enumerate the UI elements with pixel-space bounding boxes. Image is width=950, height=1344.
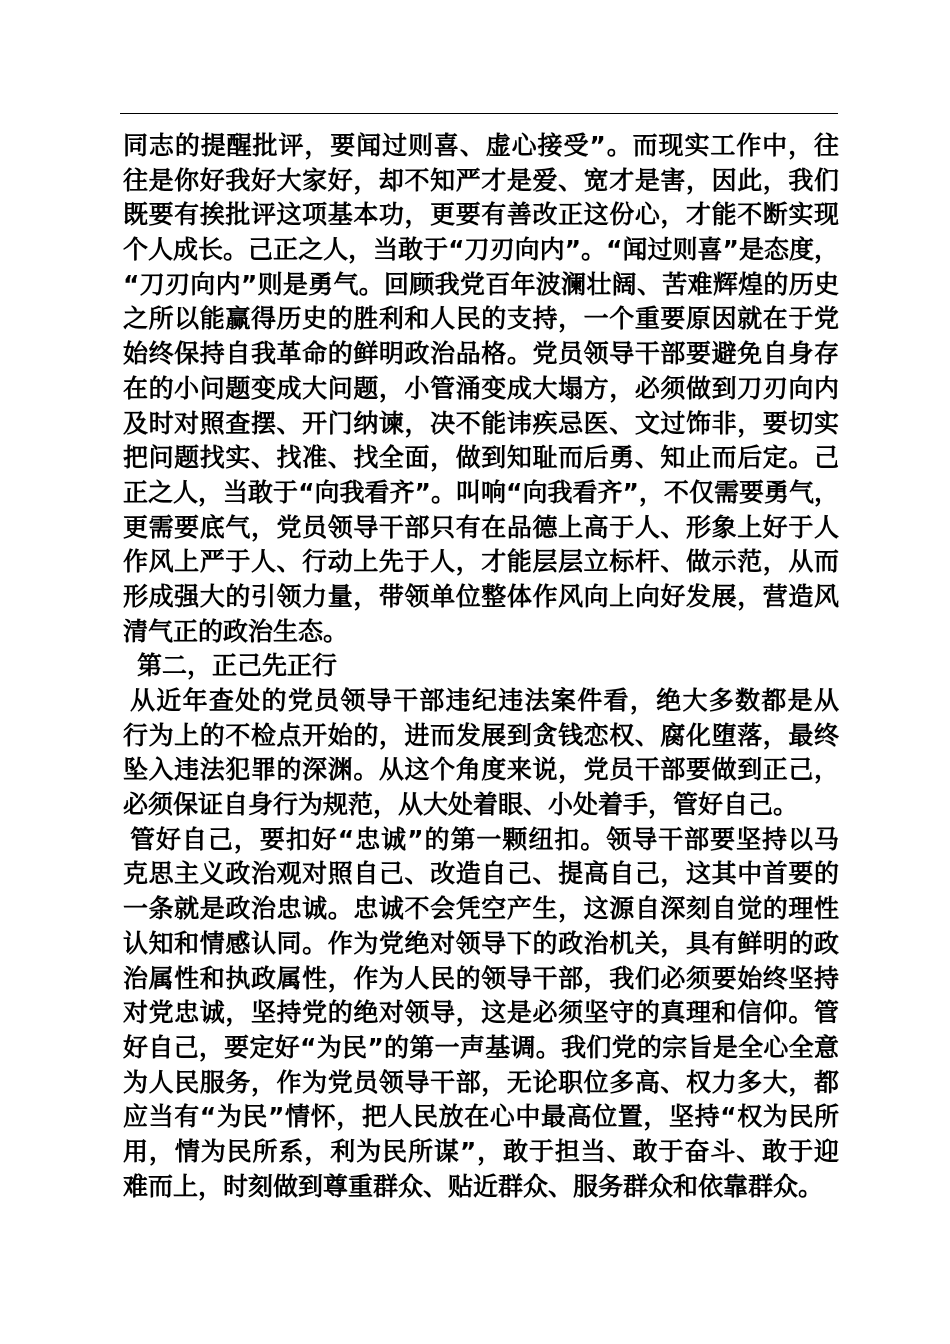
text-line: 行为上的不检点开始的，进而发展到贪钱恋权、腐化堕落，最终 [123, 720, 839, 750]
text-line: 为人民服务，作为党员领导干部，无论职位多高、权力多大，都 [123, 1067, 839, 1097]
header-rule [120, 113, 838, 114]
section-heading: 第二，正己先正行 [137, 651, 338, 681]
text-line: 认知和情感认同。作为党绝对领导下的政治机关，具有鲜明的政 [123, 928, 839, 958]
text-line: 之所以能赢得历史的胜利和人民的支持，一个重要原因就在于党 [123, 304, 839, 334]
text-line: 好自己，要定好“为民”的第一声基调。我们党的宗旨是全心全意 [123, 1032, 839, 1062]
text-line: “刀刃向内”则是勇气。回顾我党百年波澜壮阔、苦难辉煌的历史 [123, 269, 839, 299]
text-line: 作风上严于人、行动上先于人，才能层层立标杆、做示范，从而 [123, 547, 839, 577]
text-line: 一条就是政治忠诚。忠诚不会凭空产生，这源自深刻自觉的理性 [123, 894, 839, 924]
text-line: 把问题找实、找准、找全面，做到知耻而后勇、知止而后定。己 [123, 443, 839, 473]
text-line: 形成强大的引领力量，带领单位整体作风向上向好发展，营造风 [123, 581, 839, 611]
text-line: 难而上，时刻做到尊重群众、贴近群众、服务群众和依靠群众。 [123, 1171, 824, 1201]
text-line: 更需要底气，党员领导干部只有在品德上高于人、形象上好于人 [123, 512, 839, 542]
text-line: 清气正的政治生态。 [123, 616, 349, 646]
body-text [123, 129, 839, 1204]
text-line: 治属性和执政属性，作为人民的领导干部，我们必须要始终坚持 [123, 963, 839, 993]
text-line: 管好自己，要扣好“忠诚”的第一颗纽扣。领导干部要坚持以马 [130, 824, 839, 854]
text-line: 坠入违法犯罪的深渊。从这个角度来说，党员干部要做到正己， [123, 755, 839, 785]
text-line: 用，情为民所系，利为民所谋”，敢于担当、敢于奋斗、敢于迎 [123, 1136, 839, 1166]
text-line: 正之人，当敢于“向我看齐”。叫响“向我看齐”，不仅需要勇气， [123, 477, 839, 507]
text-line: 同志的提醒批评，要闻过则喜、虚心接受”。而现实工作中，往 [123, 131, 839, 160]
text-line: 个人成长。己正之人，当敢于“刀刃向内”。“闻过则喜”是态度， [123, 235, 839, 265]
text-line: 应当有“为民”情怀，把人民放在心中最高位置，坚持“权为民所 [123, 1102, 839, 1132]
text-line: 对党忠诚，坚持党的绝对领导，这是必须坚守的真理和信仰。管 [123, 998, 839, 1028]
text-line: 必须保证自身行为规范，从大处着眼、小处着手，管好自己。 [123, 790, 799, 820]
text-line: 克思主义政治观对照自己、改造自己、提高自己，这其中首要的 [123, 859, 839, 889]
text-line: 既要有挨批评这项基本功，更要有善改正这份心，才能不断实现 [123, 200, 839, 230]
text-line: 往是你好我好大家好，却不知严才是爱、宽才是害，因此，我们 [123, 165, 839, 195]
text-line: 及时对照查摆、开门纳谏，决不能讳疾忌医、文过饰非，要切实 [123, 408, 839, 438]
text-line: 从近年查处的党员领导干部违纪违法案件看，绝大多数都是从 [130, 686, 839, 715]
text-line: 始终保持自我革命的鲜明政治品格。党员领导干部要避免自身存 [123, 339, 839, 369]
text-line: 在的小问题变成大问题，小管涌变成大塌方，必须做到刀刃向内 [123, 373, 839, 403]
